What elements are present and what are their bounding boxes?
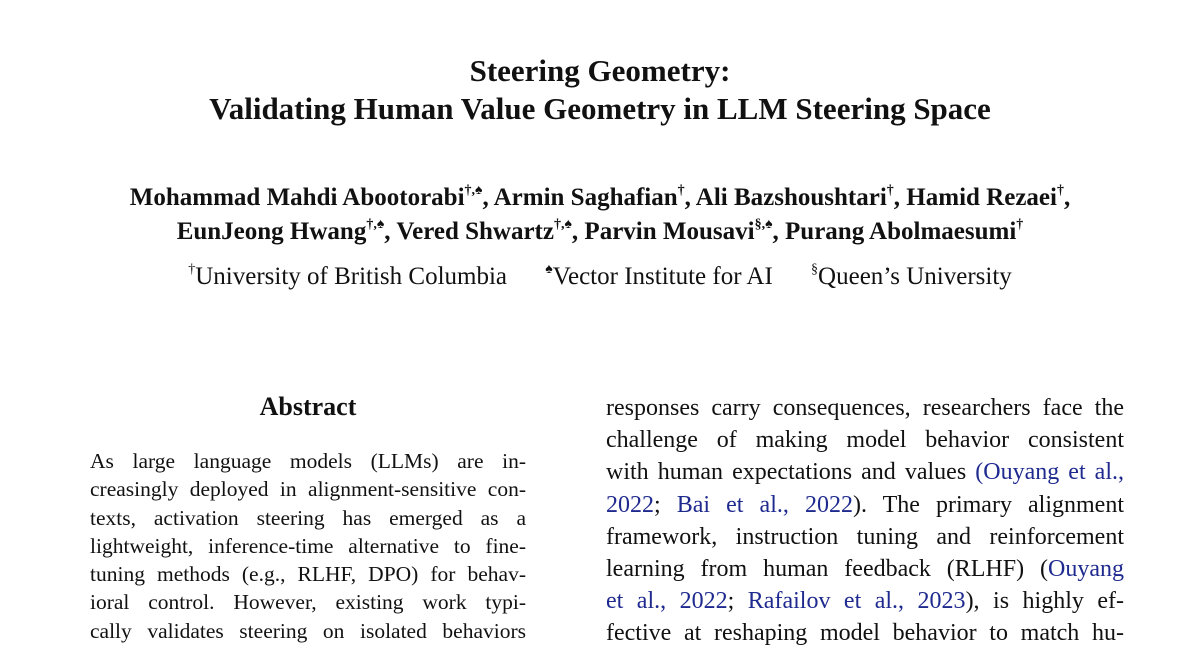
author-name: Mohammad Mahdi Abootorabi (129, 184, 465, 211)
citation-link[interactable]: Bai et al., 2022 (676, 491, 853, 518)
citation-link[interactable]: Rafailov et al., 2023 (747, 588, 966, 615)
author-affil-marks: † (886, 183, 894, 198)
author-affil-marks: †,♠ (464, 183, 483, 198)
body-line: fective at reshaping model behavior to match hu- (606, 620, 1124, 647)
affiliation-list (0, 260, 1200, 294)
author-separator: , (893, 184, 907, 211)
paper-title (0, 52, 1200, 128)
affiliation-mark: ♠ (545, 262, 553, 277)
abstract-line: tuning methods (e.g., RLHF, DPO) for behav- (90, 562, 526, 587)
author-line-2 (0, 215, 1200, 249)
body-line: responses carry consequences, researchers face the (606, 395, 1124, 421)
affiliation-mark: § (811, 262, 819, 277)
citation-link[interactable]: et al., 2022 (606, 588, 728, 615)
body-text: ), is highly ef- (965, 588, 1125, 615)
citation-separator: ; (727, 588, 748, 615)
abstract-body (90, 447, 526, 645)
affiliation (811, 260, 1012, 294)
abstract-line: creasingly deployed in alignment-sensitive con- (90, 477, 526, 502)
author-separator: , (1063, 184, 1071, 211)
affiliation (188, 260, 507, 294)
affiliation-name: Vector Institute for AI (552, 263, 773, 290)
citation-link[interactable]: (Ouyang et al., (975, 459, 1125, 486)
title-line-1: Steering Geometry: (469, 53, 731, 88)
author-separator: , (384, 218, 397, 245)
introduction-column (606, 392, 1124, 650)
author-name: Purang Abolmaesumi (785, 218, 1017, 245)
body-line (606, 489, 1124, 521)
abstract-line: As large language models (LLMs) are in- (90, 449, 526, 473)
author-separator: , (571, 218, 585, 245)
title-line-2: Validating Human Value Geometry in LLM Steering Space (209, 91, 991, 126)
affiliation-name: Queen’s University (818, 263, 1012, 290)
author-list (0, 181, 1200, 249)
abstract-line: cally validates steering on isolated behaviors (90, 618, 526, 643)
affiliation-mark: † (188, 262, 196, 277)
body-line (606, 553, 1124, 585)
author-affil-marks: † (1056, 183, 1064, 198)
body-line (606, 585, 1124, 617)
affiliation (545, 260, 773, 294)
author-affil-marks: †,♠ (366, 217, 385, 232)
abstract-line: lightweight, inference-time alternative to fine- (90, 533, 526, 558)
citation-separator: ; (654, 491, 677, 518)
author-name: Armin Saghafian (493, 184, 678, 211)
author-name: Ali Bazshoushtari (695, 184, 887, 211)
abstract-heading: Abstract (259, 392, 357, 421)
author-name: Vered Shwartz (396, 218, 554, 245)
body-text: learning from human feedback (RLHF) ( (606, 556, 1049, 583)
author-name: EunJeong Hwang (176, 218, 367, 245)
author-affil-marks: † (1016, 217, 1024, 232)
citation-link[interactable]: Ouyang (1048, 556, 1124, 583)
author-affil-marks: §,♠ (754, 217, 773, 232)
author-name: Parvin Mousavi (584, 218, 755, 245)
body-text: ). The primary alignment (852, 491, 1125, 518)
abstract-line: texts, activation steering has emerged as a (90, 505, 526, 530)
affiliation-name: University of British Columbia (195, 263, 508, 290)
body-line: challenge of making model behavior consistent (606, 427, 1124, 454)
author-separator: , (772, 218, 786, 245)
body-text: with human expectations and values (606, 459, 976, 486)
author-separator: , (684, 184, 696, 211)
author-affil-marks: † (677, 183, 685, 198)
author-line-1 (0, 181, 1200, 215)
author-name: Hamid Rezaei (906, 184, 1057, 211)
author-affil-marks: †,♠ (553, 217, 572, 232)
citation-link[interactable]: 2022 (606, 491, 654, 518)
author-separator: , (482, 184, 494, 211)
abstract-line: ioral control. However, existing work typi- (90, 590, 526, 615)
body-line (606, 456, 1124, 488)
body-line: framework, instruction tuning and reinforcement (606, 523, 1124, 550)
